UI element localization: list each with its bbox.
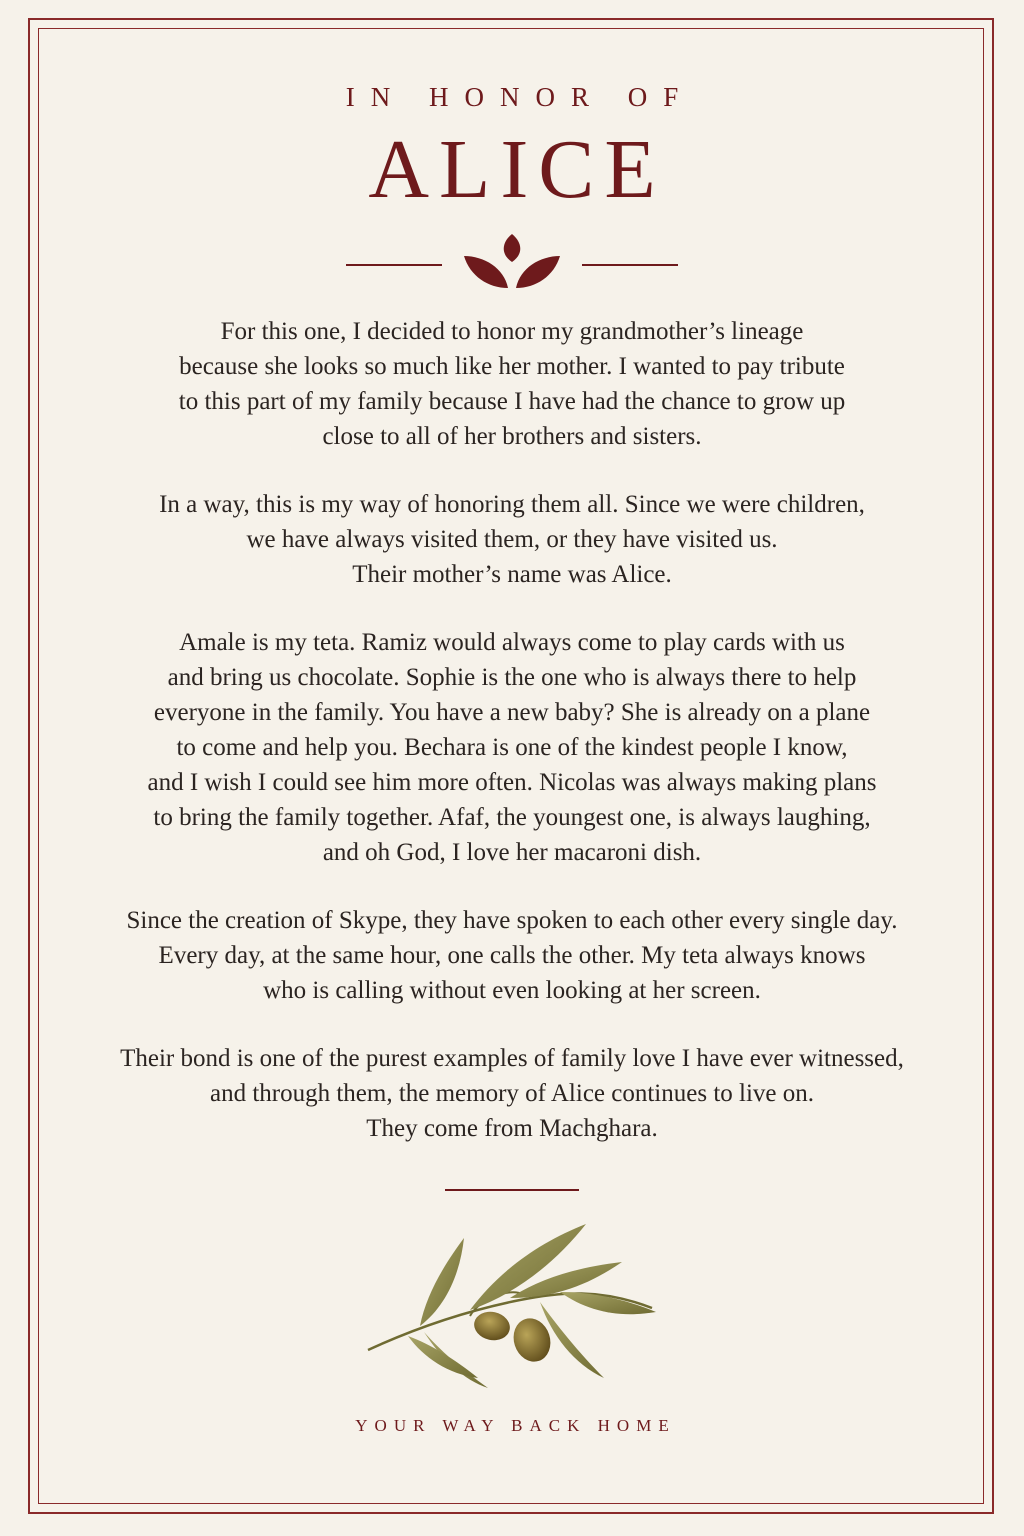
paragraph-line: Every day, at the same hour, one calls the other. My teta always knows (158, 942, 866, 969)
paragraph (80, 314, 944, 454)
paragraph-line: In a way, this is my way of honoring them all. Since we were children, (159, 491, 865, 518)
paragraph-line: who is calling without even looking at her screen. (263, 977, 761, 1004)
footer-tagline: YOUR WAY BACK HOME (355, 1416, 676, 1435)
paragraph-line: Since the creation of Skype, they have spoken to each other every single day. (126, 907, 898, 934)
paragraph-line: They come from Machghara. (366, 1115, 658, 1142)
paragraph-line: to bring the family together. Afaf, the youngest one, is always laughing, (153, 804, 871, 831)
paragraph-line: Their bond is one of the purest examples of family love I have ever witnessed, (120, 1045, 904, 1072)
paragraph (80, 625, 944, 870)
paragraph-line: Their mother’s name was Alice. (352, 561, 672, 588)
paragraph-line: and I wish I could see him more often. Nicolas was always making plans (147, 769, 877, 796)
section-divider (445, 1189, 579, 1191)
paragraph-line: to this part of my family because I have had the chance to grow up (178, 388, 846, 415)
paragraph-line: Amale is my teta. Ramiz would always come to play cards with us (179, 629, 845, 656)
tribute-text (80, 314, 944, 1179)
paragraph (80, 903, 944, 1008)
olive-branch-icon (360, 1218, 664, 1394)
paragraph-line: we have always visited them, or they have visited us. (246, 526, 778, 553)
paragraph-line: and through them, the memory of Alice continues to live on. (209, 1080, 815, 1107)
paragraph-line: For this one, I decided to honor my grandmother’s lineage (220, 318, 804, 345)
page-title: ALICE (368, 123, 666, 216)
three-leaf-ornament-icon (346, 228, 678, 294)
paragraph-line: and oh God, I love her macaroni dish. (322, 839, 702, 866)
page-kicker: IN HONOR OF (345, 82, 695, 112)
paragraph-line: and bring us chocolate. Sophie is the one who is always there to help (167, 664, 857, 691)
paragraph-line: everyone in the family. You have a new baby? She is already on a plane (153, 699, 871, 726)
paragraph-line: because she looks so much like her mother. I wanted to pay tribute (179, 353, 845, 380)
paragraph-line: close to all of her brothers and sisters. (322, 423, 702, 450)
paragraph (80, 487, 944, 592)
paragraph (80, 1041, 944, 1146)
paragraph-line: to come and help you. Bechara is one of the kindest people I know, (176, 734, 848, 761)
